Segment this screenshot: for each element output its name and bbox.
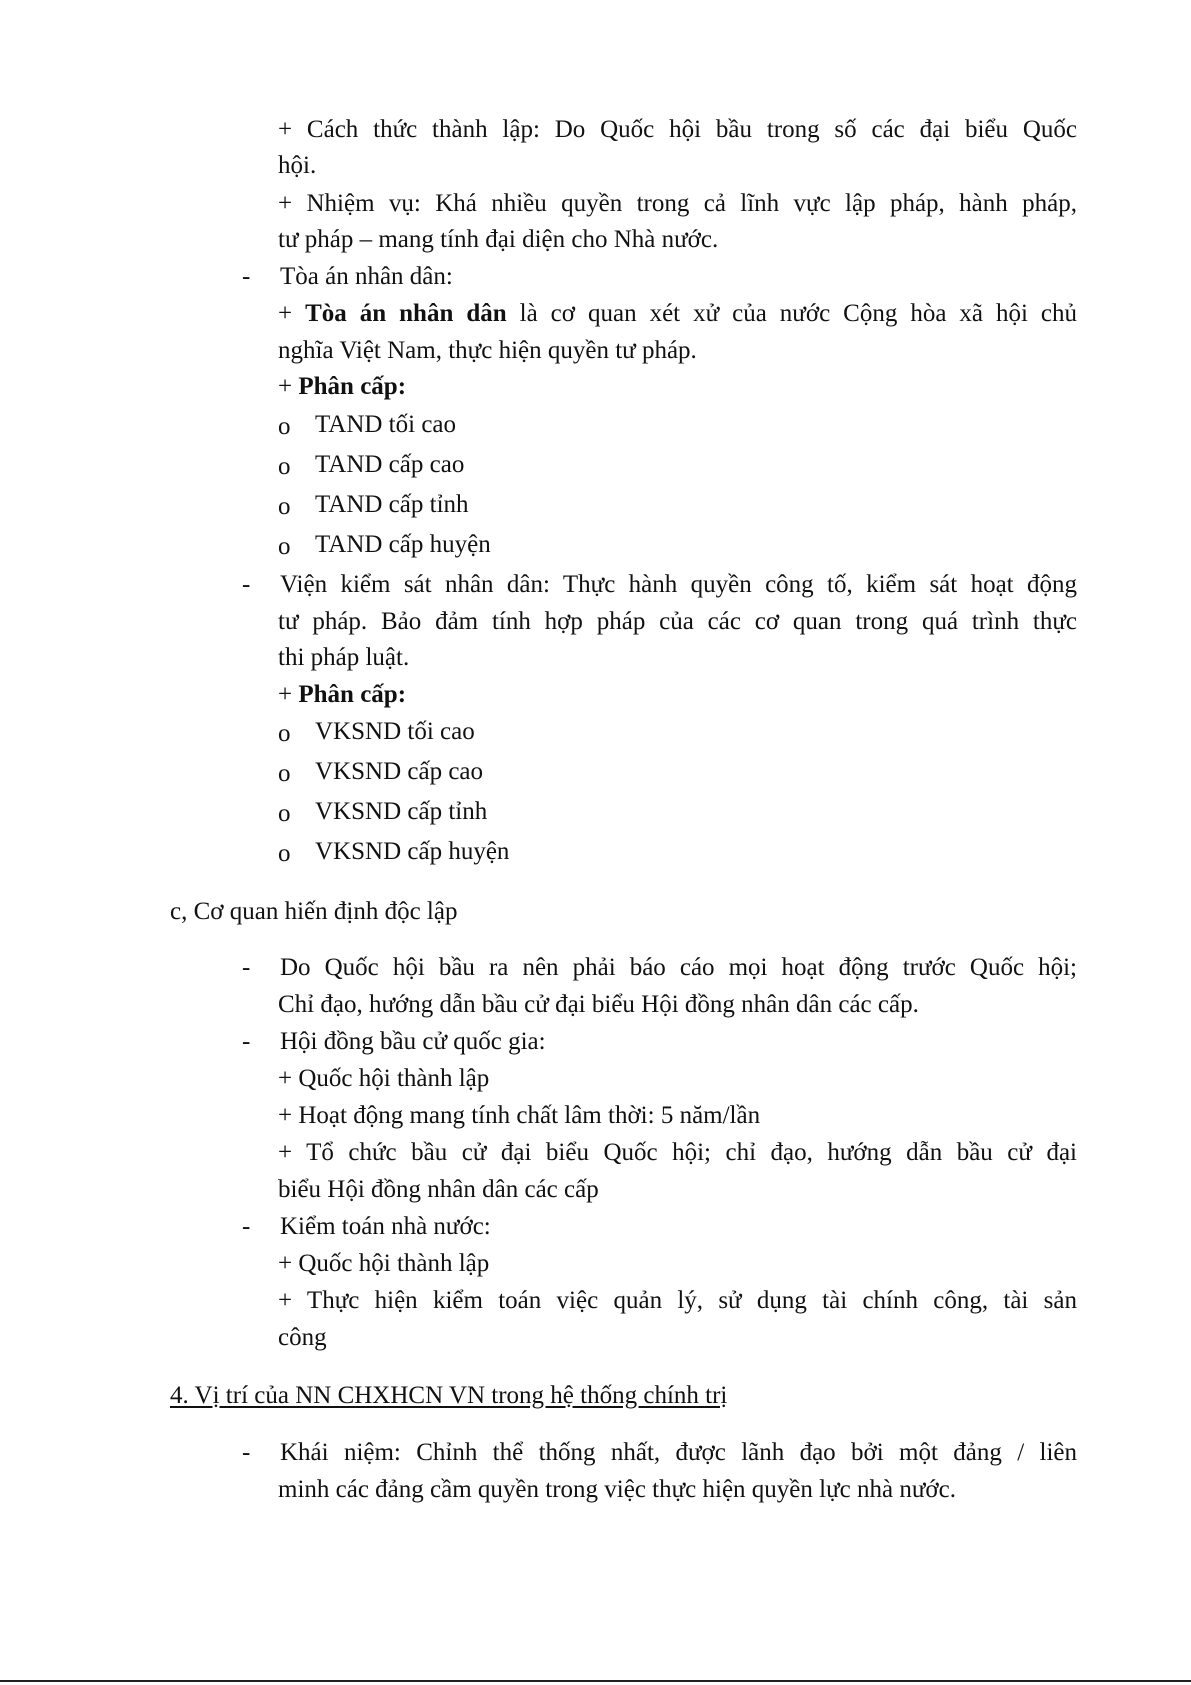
cach-thuc-line-2: hội. — [278, 152, 317, 179]
toa-an-definition-line-2: nghĩa Việt Nam, thực hiện quyền tư pháp. — [278, 337, 697, 364]
dash-bullet: - — [242, 571, 251, 598]
nhiem-vu-line-2: tư pháp – mang tính đại diện cho Nhà nước. — [278, 226, 719, 253]
toa-an-level: TAND cấp huyện — [315, 531, 491, 558]
toa-an-phan-cap — [278, 372, 406, 402]
toa-an-level: TAND tối cao — [315, 411, 457, 438]
section-c-intro-line-1: Do Quốc hội bầu ra nên phải báo cáo mọi hoạt động trước Quốc hội; — [280, 954, 1077, 981]
section-c-intro-line-2: Chỉ đạo, hướng dẫn bầu cử đại biểu Hội đồng nhân dân các cấp. — [278, 991, 919, 1018]
hoi-dong-item: + Quốc hội thành lập — [278, 1065, 490, 1092]
plus-prefix: + — [278, 681, 299, 708]
vks-phan-cap — [278, 680, 406, 710]
phan-cap-label: Phân cấp: — [298, 681, 407, 708]
vks-level: VKSND cấp cao — [315, 758, 484, 785]
toa-an-heading: Tòa án nhân dân: — [280, 263, 453, 290]
kiem-toan-heading: Kiểm toán nhà nước: — [280, 1213, 491, 1240]
dash-bullet: - — [242, 954, 251, 981]
page-bottom-rule — [0, 1680, 1191, 1682]
circle-bullet: o — [278, 413, 291, 440]
toa-an-term: Tòa án nhân dân — [305, 300, 507, 327]
vks-level: VKSND cấp huyện — [315, 838, 510, 865]
section-4-title: 4. Vị trí của NN CHXHCN VN trong hệ thống chính trị — [170, 1382, 728, 1409]
hoi-dong-item-cont: biểu Hội đồng nhân dân các cấp — [278, 1176, 599, 1203]
section-4-line-1: Khái niệm: Chỉnh thể thống nhất, được lãnh đạo bởi một đảng / liên — [280, 1439, 1077, 1466]
circle-bullet: o — [278, 493, 291, 520]
kiem-toan-item: + Quốc hội thành lập — [278, 1250, 490, 1277]
circle-bullet: o — [278, 800, 291, 827]
kiem-toan-item-cont: công — [278, 1324, 327, 1351]
vks-line-1: Viện kiểm sát nhân dân: Thực hành quyền công tố, kiểm sát hoạt động — [280, 571, 1077, 598]
dash-bullet: - — [242, 1439, 251, 1466]
vks-line-3: thi pháp luật. — [278, 644, 410, 671]
circle-bullet: o — [278, 840, 291, 867]
section-c-title: c, Cơ quan hiến định độc lập — [170, 898, 458, 925]
dash-bullet: - — [242, 1028, 251, 1055]
kiem-toan-item: + Thực hiện kiểm toán việc quản lý, sử dụng tài chính công, tài sản — [278, 1287, 1077, 1314]
nhiem-vu-line-1: + Nhiệm vụ: Khá nhiều quyền trong cả lĩnh vực lập pháp, hành pháp, — [278, 190, 1077, 217]
vks-level: VKSND tối cao — [315, 718, 475, 745]
circle-bullet: o — [278, 720, 291, 747]
plus-prefix: + — [278, 373, 299, 400]
dash-bullet: - — [242, 263, 251, 290]
phan-cap-label: Phân cấp: — [298, 373, 407, 400]
vks-line-2: tư pháp. Bảo đảm tính hợp pháp của các cơ quan trong quá trình thực — [278, 608, 1077, 635]
section-4-line-2: minh các đảng cầm quyền trong việc thực hiện quyền lực nhà nước. — [278, 1476, 956, 1503]
hoi-dong-heading: Hội đồng bầu cử quốc gia: — [280, 1028, 546, 1055]
circle-bullet: o — [278, 760, 291, 787]
hoi-dong-item: + Tổ chức bầu cử đại biểu Quốc hội; chỉ đạo, hướng dẫn bầu cử đại — [278, 1139, 1077, 1166]
circle-bullet: o — [278, 453, 291, 480]
vks-level: VKSND cấp tỉnh — [315, 798, 488, 825]
plus-prefix: + — [278, 300, 306, 327]
cach-thuc-line-1: + Cách thức thành lập: Do Quốc hội bầu trong số các đại biểu Quốc — [278, 116, 1077, 143]
toa-an-level: TAND cấp cao — [315, 451, 465, 478]
toa-an-definition-line-1 — [278, 299, 1077, 329]
toa-an-def-rest: là cơ quan xét xử của nước Cộng hòa xã hội chủ — [519, 300, 1078, 327]
circle-bullet: o — [278, 533, 291, 560]
toa-an-level: TAND cấp tỉnh — [315, 491, 469, 518]
hoi-dong-item: + Hoạt động mang tính chất lâm thời: 5 năm/lần — [278, 1102, 761, 1129]
dash-bullet: - — [242, 1213, 251, 1240]
